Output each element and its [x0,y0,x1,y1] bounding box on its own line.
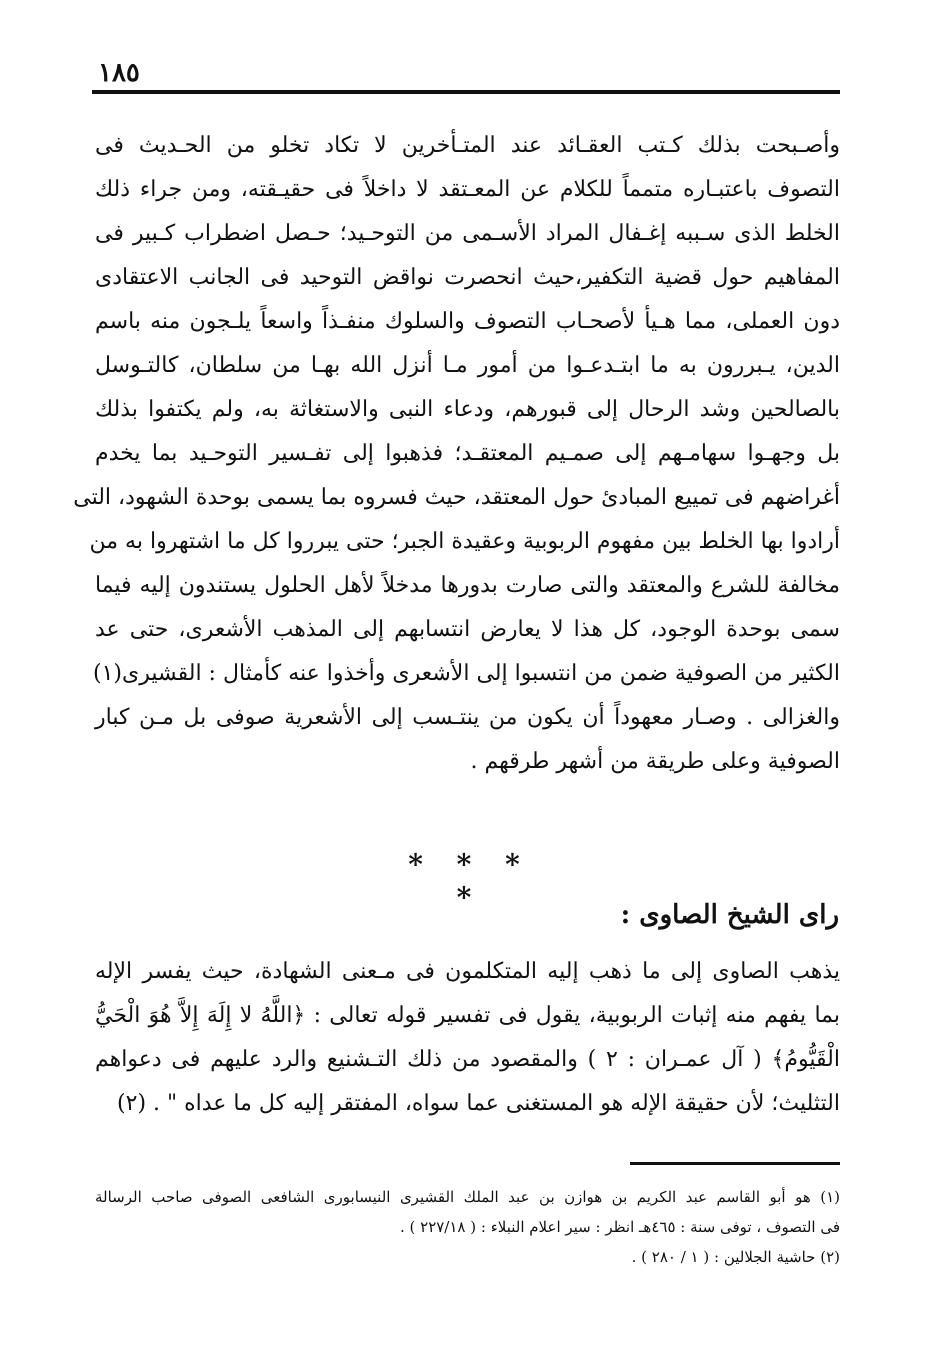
text-line: يذهب الصاوى إلى ما ذهب إليه المتكلمون فى مـعنى الشهادة، حيث يفسر الإله [95,959,840,984]
footnotes [95,1182,840,1272]
footnote-line: (٢) حاشية الجلالين : ( ١ / ٢٨٠ ) . [631,1248,840,1266]
text-line: أغراضهم فى تمييع المبادئ حول المعتقد، حيث فسروه بما يسمى بوحدة الشهود، التى [73,485,840,510]
text-line: الخلط الذى سـببه إغـفال المراد الأسـمى من التوحـيد؛ حـصل اضطراب كـبير فى [95,221,840,246]
footnote-rule [630,1162,840,1165]
text-line: والغزالى . وصـار معهوداً أن يكون من ينتـسب إلى الأشعرية صوفى بل مـن كبار [95,705,840,730]
text-line: أرادوا بها الخلط بين مفهوم الربوبية وعقيدة الجبر؛ حتى يبرروا كل ما اشتهروا به من [89,529,840,554]
text-line: بما يفهم منه إثبات الربوبية، يقول فى تفسير قوله تعالى : ﴿اللَّهُ لا إِلَهَ إِلاَّ هُوَ الْحَيُّ [95,1003,840,1028]
text-line: الصوفية وعلى طريقة من أشهر طرقهم . [470,749,840,774]
main-paragraph [73,124,840,784]
text-line: التصوف باعتبـاره متمماً للكلام عن المعـتقد لا داخلاً فى حقيـقته، ومن جراء ذلك [95,177,840,202]
footnote-line: (١) هو أبو القاسم عبد الكريم بن هوازن بن عبد الملك القشيرى النيسابورى الشافعى الصوفى صاحب الرسالة [95,1188,840,1206]
text-line: الدين، يـبررون به ما ابتـدعـوا من أمور مـا أنزل الله بهـا من سلطان، كالتـوسل [95,353,840,378]
text-line: الْقَيُّومُ﴾ ( آل عمـران : ٢ ) والمقصود من ذلك التـشنيع والرد عليهم فى دعواهم [95,1047,840,1072]
section-paragraph [95,950,840,1126]
section-separator: * * * * [408,848,532,914]
text-line: بالصالحين وشد الرحال إلى قبورهم، ودعاء النبى والاستغاثة به، ولم يكتفوا بذلك [95,397,840,422]
footnote-line: فى التصوف ، توفى سنة : ٤٦٥هـ انظر : سير اعلام النبلاء : ( ٢٢٧/١٨ ) . [399,1218,840,1236]
section-heading: راى الشيخ الصاوى : [620,900,839,930]
header-rule [92,90,840,94]
text-line: دون العملى، مما هـيأ لأصحـاب التصوف والسلوك منفـذاً واسعاً يلـجون منه باسم [95,309,840,334]
text-line: سمى بوحدة الوجود، كل هذا لا يعارض انتسابهم إلى المذهب الأشعرى، حتى عد [95,617,840,642]
text-line: مخالفة للشرع والمعتقد والتى صارت بدورها مدخلاً لأهل الحلول يستندون إليه فيما [95,573,840,598]
text-line: وأصـبحت بذلك كـتب العقـائد عند المتـأخرين لا تكاد تخلو من الحـديث فى [95,133,840,158]
text-line: التثليث؛ لأن حقيقة الإله هو المستغنى عما سواه، المفتقر إليه كل ما عداه " . (٢) [117,1091,840,1116]
text-line: المفاهيم حول قضية التكفير،حيث انحصرت نواقض التوحيد فى الجانب الاعتقادى [95,265,840,290]
text-line: بل وجهـوا سهامـهم إلى صمـيم المعتقـد؛ فذهبوا إلى تفـسير التوحـيد بما يخدم [95,441,840,466]
page-number: ١٨٥ [98,58,140,88]
text-line: الكثير من الصوفية ضمن من انتسبوا إلى الأشعرى وأخذوا عنه كأمثال : القشيرى(١) [92,661,840,686]
